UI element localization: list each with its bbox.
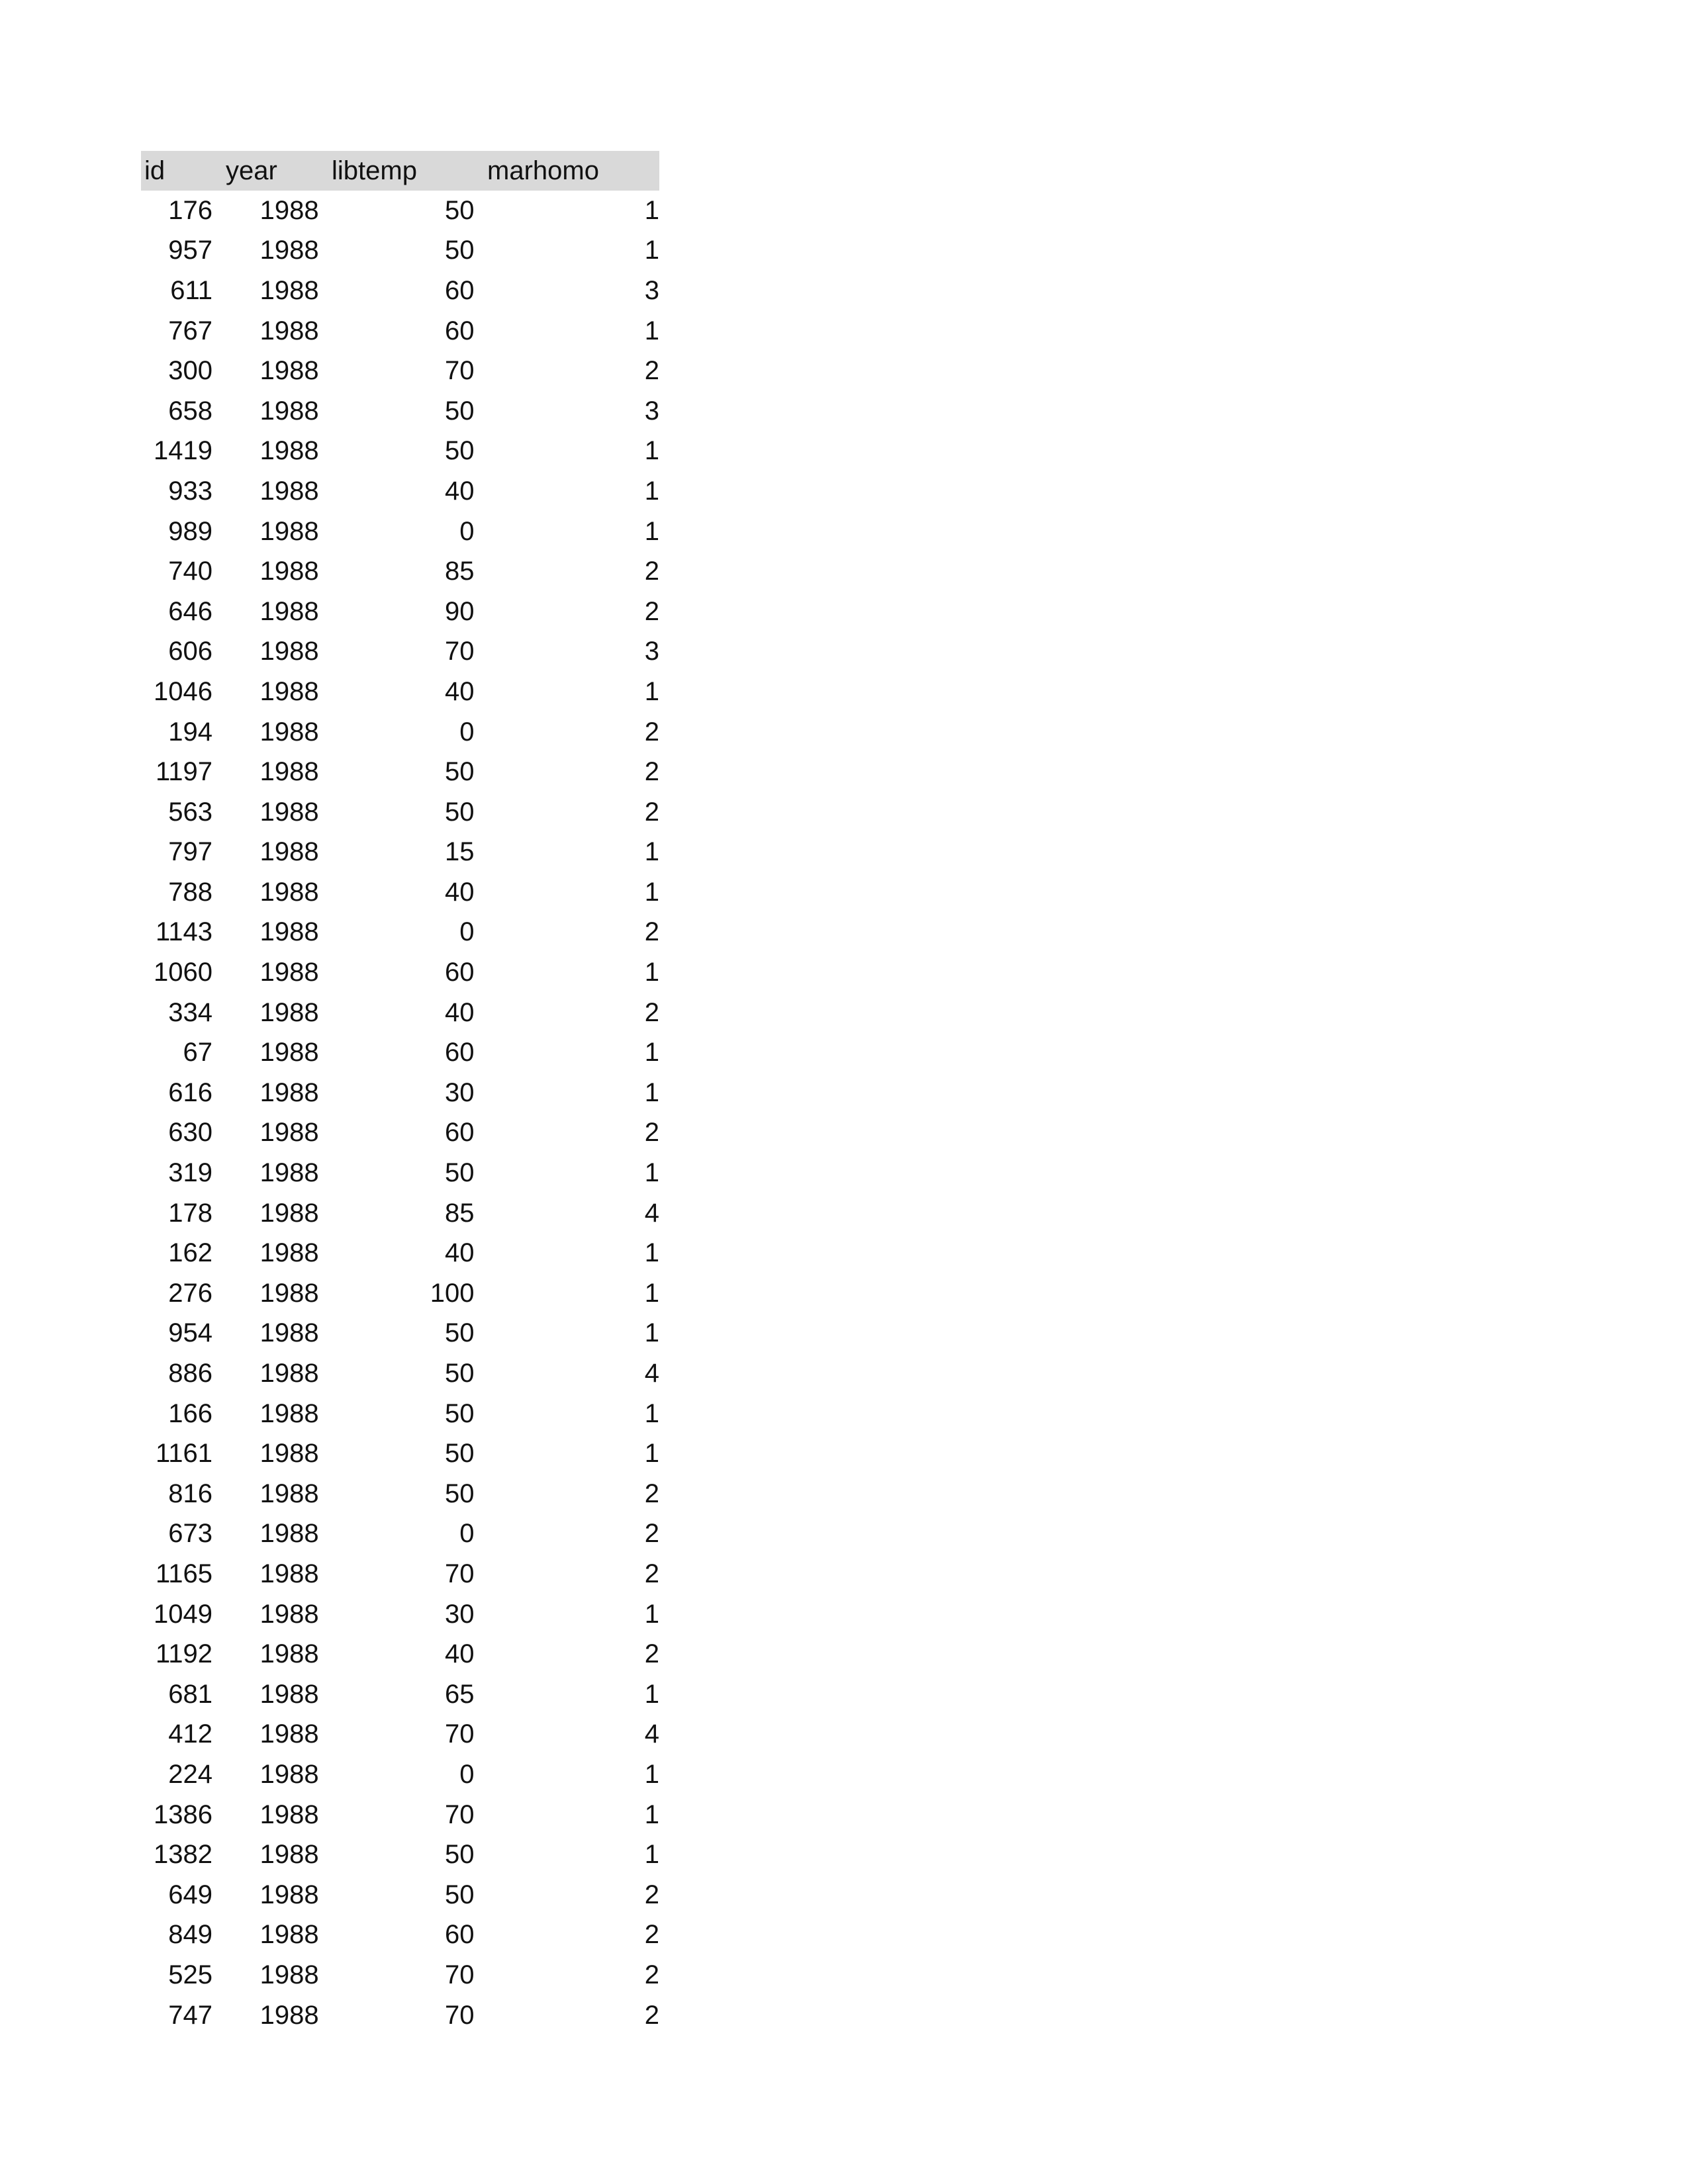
cell-marhomo: 1 <box>644 877 659 907</box>
cell-libtemp: 15 <box>445 837 475 867</box>
table-row <box>141 191 659 231</box>
cell-libtemp: 50 <box>445 1158 475 1188</box>
table-row <box>141 1915 659 1956</box>
cell-marhomo: 1 <box>644 1077 659 1107</box>
cell-marhomo: 2 <box>644 1559 659 1588</box>
cell-marhomo: 1 <box>644 236 659 265</box>
cell-id: 1165 <box>156 1559 213 1588</box>
cell-libtemp: 40 <box>445 476 475 506</box>
cell-year: 1988 <box>259 1359 319 1388</box>
cell-libtemp: 50 <box>445 1880 475 1909</box>
cell-marhomo: 1 <box>644 1439 659 1469</box>
cell-libtemp: 70 <box>445 637 475 666</box>
cell-marhomo: 1 <box>644 1840 659 1870</box>
cell-id: 681 <box>168 1679 213 1709</box>
cell-libtemp: 70 <box>445 1719 475 1749</box>
cell-libtemp: 0 <box>459 1519 475 1549</box>
table-row <box>141 792 659 833</box>
cell-year: 1988 <box>259 1840 319 1870</box>
table-row <box>141 432 659 472</box>
cell-id: 1197 <box>156 757 213 787</box>
table-row <box>141 231 659 271</box>
table-row <box>141 1273 659 1314</box>
cell-marhomo: 2 <box>644 2000 659 2030</box>
cell-libtemp: 0 <box>459 717 475 747</box>
cell-id: 989 <box>168 516 213 546</box>
cell-marhomo: 2 <box>644 356 659 386</box>
cell-id: 767 <box>168 316 213 345</box>
cell-id: 1386 <box>154 1799 213 1829</box>
table-row <box>141 1715 659 1755</box>
cell-year: 1988 <box>259 958 319 987</box>
cell-libtemp: 60 <box>445 316 475 345</box>
cell-year: 1988 <box>259 1880 319 1909</box>
cell-year: 1988 <box>259 1639 319 1669</box>
table-row <box>141 993 659 1033</box>
cell-id: 611 <box>170 275 213 305</box>
cell-year: 1988 <box>259 1479 319 1508</box>
table-row <box>141 1835 659 1875</box>
cell-marhomo: 2 <box>644 997 659 1027</box>
cell-id: 319 <box>168 1158 213 1188</box>
cell-marhomo: 4 <box>644 1719 659 1749</box>
cell-libtemp: 50 <box>445 1318 475 1348</box>
cell-year: 1988 <box>259 1278 319 1308</box>
cell-id: 616 <box>168 1077 213 1107</box>
cell-id: 334 <box>168 997 213 1027</box>
cell-marhomo: 3 <box>644 275 659 305</box>
table-row <box>141 1674 659 1715</box>
cell-year: 1988 <box>259 2000 319 2030</box>
cell-year: 1988 <box>259 997 319 1027</box>
cell-id: 162 <box>168 1238 213 1268</box>
cell-marhomo: 1 <box>644 1318 659 1348</box>
cell-libtemp: 50 <box>445 1439 475 1469</box>
cell-id: 412 <box>168 1719 213 1749</box>
cell-marhomo: 1 <box>644 1759 659 1789</box>
cell-libtemp: 60 <box>445 958 475 987</box>
cell-year: 1988 <box>259 676 319 706</box>
cell-id: 630 <box>168 1118 213 1148</box>
cell-marhomo: 1 <box>644 676 659 706</box>
cell-id: 1382 <box>154 1840 213 1870</box>
cell-id: 849 <box>168 1920 213 1950</box>
table-row <box>141 311 659 351</box>
cell-id: 797 <box>168 837 213 867</box>
cell-id: 166 <box>168 1398 213 1428</box>
cell-libtemp: 40 <box>445 877 475 907</box>
cell-marhomo: 1 <box>644 476 659 506</box>
cell-libtemp: 50 <box>445 236 475 265</box>
cell-year: 1988 <box>259 1599 319 1629</box>
table-row <box>141 1995 659 2036</box>
cell-marhomo: 1 <box>644 1679 659 1709</box>
cell-libtemp: 30 <box>445 1077 475 1107</box>
cell-year: 1988 <box>259 717 319 747</box>
table-row <box>141 551 659 592</box>
cell-year: 1988 <box>259 1158 319 1188</box>
cell-year: 1988 <box>259 1719 319 1749</box>
cell-year: 1988 <box>259 1759 319 1789</box>
cell-libtemp: 50 <box>445 1359 475 1388</box>
cell-year: 1988 <box>259 757 319 787</box>
cell-marhomo: 2 <box>644 596 659 626</box>
cell-libtemp: 70 <box>445 1559 475 1588</box>
table-row <box>141 1314 659 1354</box>
cell-year: 1988 <box>259 1398 319 1428</box>
cell-marhomo: 2 <box>644 917 659 947</box>
cell-libtemp: 30 <box>445 1599 475 1629</box>
cell-id: 788 <box>168 877 213 907</box>
table-row <box>141 1594 659 1635</box>
cell-year: 1988 <box>259 1559 319 1588</box>
cell-id: 1192 <box>156 1639 213 1669</box>
table-row <box>141 471 659 512</box>
cell-id: 747 <box>168 2000 213 2030</box>
cell-libtemp: 40 <box>445 997 475 1027</box>
cell-marhomo: 1 <box>644 195 659 225</box>
cell-year: 1988 <box>259 436 319 466</box>
cell-libtemp: 85 <box>445 557 475 586</box>
cell-marhomo: 2 <box>644 1479 659 1508</box>
column-header-marhomo: marhomo <box>487 156 599 185</box>
cell-year: 1988 <box>259 1920 319 1950</box>
table-row <box>141 1754 659 1795</box>
cell-id: 300 <box>168 356 213 386</box>
table-row <box>141 1353 659 1394</box>
cell-libtemp: 90 <box>445 596 475 626</box>
cell-id: 67 <box>183 1038 213 1068</box>
cell-libtemp: 0 <box>459 917 475 947</box>
cell-libtemp: 0 <box>459 516 475 546</box>
column-header-libtemp: libtemp <box>332 156 417 185</box>
cell-year: 1988 <box>259 637 319 666</box>
cell-marhomo: 2 <box>644 1639 659 1669</box>
cell-year: 1988 <box>259 275 319 305</box>
cell-libtemp: 50 <box>445 797 475 827</box>
cell-libtemp: 50 <box>445 757 475 787</box>
cell-id: 646 <box>168 596 213 626</box>
cell-id: 1419 <box>154 436 213 466</box>
cell-marhomo: 1 <box>644 958 659 987</box>
cell-year: 1988 <box>259 797 319 827</box>
cell-libtemp: 50 <box>445 1398 475 1428</box>
cell-marhomo: 2 <box>644 717 659 747</box>
cell-year: 1988 <box>259 236 319 265</box>
cell-libtemp: 60 <box>445 1038 475 1068</box>
cell-libtemp: 70 <box>445 1799 475 1829</box>
table-row <box>141 351 659 391</box>
table-row <box>141 913 659 953</box>
cell-year: 1988 <box>259 356 319 386</box>
cell-libtemp: 50 <box>445 396 475 426</box>
cell-libtemp: 65 <box>445 1679 475 1709</box>
cell-marhomo: 2 <box>644 1519 659 1549</box>
cell-year: 1988 <box>259 516 319 546</box>
cell-year: 1988 <box>259 1799 319 1829</box>
table-row <box>141 952 659 993</box>
table-row <box>141 512 659 552</box>
cell-libtemp: 60 <box>445 1920 475 1950</box>
cell-marhomo: 1 <box>644 1278 659 1308</box>
cell-libtemp: 40 <box>445 676 475 706</box>
cell-libtemp: 40 <box>445 1238 475 1268</box>
cell-id: 1143 <box>156 917 213 947</box>
cell-libtemp: 40 <box>445 1639 475 1669</box>
cell-marhomo: 1 <box>644 1158 659 1188</box>
cell-year: 1988 <box>259 1679 319 1709</box>
cell-id: 606 <box>168 637 213 666</box>
cell-libtemp: 70 <box>445 2000 475 2030</box>
column-header-id: id <box>144 156 165 185</box>
table-row <box>141 271 659 311</box>
cell-marhomo: 2 <box>644 557 659 586</box>
cell-libtemp: 50 <box>445 436 475 466</box>
cell-year: 1988 <box>259 1439 319 1469</box>
cell-marhomo: 2 <box>644 1118 659 1148</box>
table-row <box>141 1032 659 1073</box>
cell-year: 1988 <box>259 917 319 947</box>
cell-year: 1988 <box>259 1238 319 1268</box>
table-row <box>141 1433 659 1474</box>
table-row <box>141 1554 659 1594</box>
table-row <box>141 1233 659 1273</box>
cell-id: 658 <box>168 396 213 426</box>
column-header-year: year <box>226 156 277 185</box>
cell-id: 816 <box>168 1479 213 1508</box>
table-row <box>141 1514 659 1555</box>
cell-marhomo: 2 <box>644 757 659 787</box>
cell-libtemp: 100 <box>430 1278 475 1308</box>
cell-id: 957 <box>168 236 213 265</box>
cell-year: 1988 <box>259 316 319 345</box>
table-row <box>141 632 659 672</box>
cell-id: 224 <box>168 1759 213 1789</box>
table-row <box>141 1474 659 1514</box>
table-row <box>141 1153 659 1193</box>
cell-year: 1988 <box>259 396 319 426</box>
cell-year: 1988 <box>259 476 319 506</box>
cell-id: 176 <box>168 195 213 225</box>
cell-year: 1988 <box>259 837 319 867</box>
table-row <box>141 752 659 792</box>
table-row <box>141 1073 659 1113</box>
cell-year: 1988 <box>259 1519 319 1549</box>
cell-year: 1988 <box>259 557 319 586</box>
cell-year: 1988 <box>259 1318 319 1348</box>
cell-id: 1046 <box>154 676 213 706</box>
table-header-row <box>141 151 659 191</box>
cell-year: 1988 <box>259 1038 319 1068</box>
table-row <box>141 391 659 432</box>
cell-id: 740 <box>168 557 213 586</box>
cell-libtemp: 85 <box>445 1198 475 1228</box>
table-row <box>141 833 659 873</box>
cell-libtemp: 60 <box>445 1118 475 1148</box>
table-row <box>141 872 659 913</box>
table-row <box>141 1113 659 1154</box>
table-row <box>141 1795 659 1835</box>
cell-id: 563 <box>168 797 213 827</box>
table-row <box>141 592 659 632</box>
table-row <box>141 1955 659 1995</box>
cell-libtemp: 60 <box>445 275 475 305</box>
cell-libtemp: 70 <box>445 1960 475 1989</box>
cell-id: 194 <box>168 717 213 747</box>
table-row <box>141 712 659 752</box>
cell-marhomo: 4 <box>644 1198 659 1228</box>
cell-marhomo: 2 <box>644 797 659 827</box>
table-row <box>141 1394 659 1434</box>
cell-marhomo: 1 <box>644 1398 659 1428</box>
cell-libtemp: 0 <box>459 1759 475 1789</box>
cell-id: 933 <box>168 476 213 506</box>
cell-libtemp: 50 <box>445 1479 475 1508</box>
cell-year: 1988 <box>259 1077 319 1107</box>
cell-id: 1161 <box>156 1439 213 1469</box>
cell-id: 1060 <box>154 958 213 987</box>
table-row <box>141 1634 659 1674</box>
cell-marhomo: 4 <box>644 1359 659 1388</box>
cell-marhomo: 2 <box>644 1920 659 1950</box>
cell-marhomo: 1 <box>644 436 659 466</box>
cell-marhomo: 1 <box>644 316 659 345</box>
cell-year: 1988 <box>259 1118 319 1148</box>
table-row <box>141 1875 659 1915</box>
cell-marhomo: 1 <box>644 1238 659 1268</box>
cell-id: 649 <box>168 1880 213 1909</box>
cell-year: 1988 <box>259 877 319 907</box>
cell-id: 1049 <box>154 1599 213 1629</box>
cell-year: 1988 <box>259 1198 319 1228</box>
cell-id: 886 <box>168 1359 213 1388</box>
cell-marhomo: 1 <box>644 1038 659 1068</box>
cell-id: 178 <box>168 1198 213 1228</box>
cell-libtemp: 50 <box>445 1840 475 1870</box>
cell-marhomo: 3 <box>644 396 659 426</box>
cell-marhomo: 2 <box>644 1880 659 1909</box>
cell-marhomo: 2 <box>644 1960 659 1989</box>
cell-libtemp: 50 <box>445 195 475 225</box>
cell-id: 276 <box>168 1278 213 1308</box>
cell-libtemp: 70 <box>445 356 475 386</box>
cell-year: 1988 <box>259 596 319 626</box>
cell-id: 954 <box>168 1318 213 1348</box>
cell-marhomo: 3 <box>644 637 659 666</box>
cell-id: 525 <box>168 1960 213 1989</box>
data-table <box>141 151 659 2035</box>
table-body <box>141 191 659 2035</box>
cell-marhomo: 1 <box>644 837 659 867</box>
cell-year: 1988 <box>259 1960 319 1989</box>
cell-marhomo: 1 <box>644 1799 659 1829</box>
table-row <box>141 672 659 712</box>
cell-id: 673 <box>168 1519 213 1549</box>
table-row <box>141 1193 659 1234</box>
cell-marhomo: 1 <box>644 1599 659 1629</box>
cell-year: 1988 <box>259 195 319 225</box>
cell-marhomo: 1 <box>644 516 659 546</box>
